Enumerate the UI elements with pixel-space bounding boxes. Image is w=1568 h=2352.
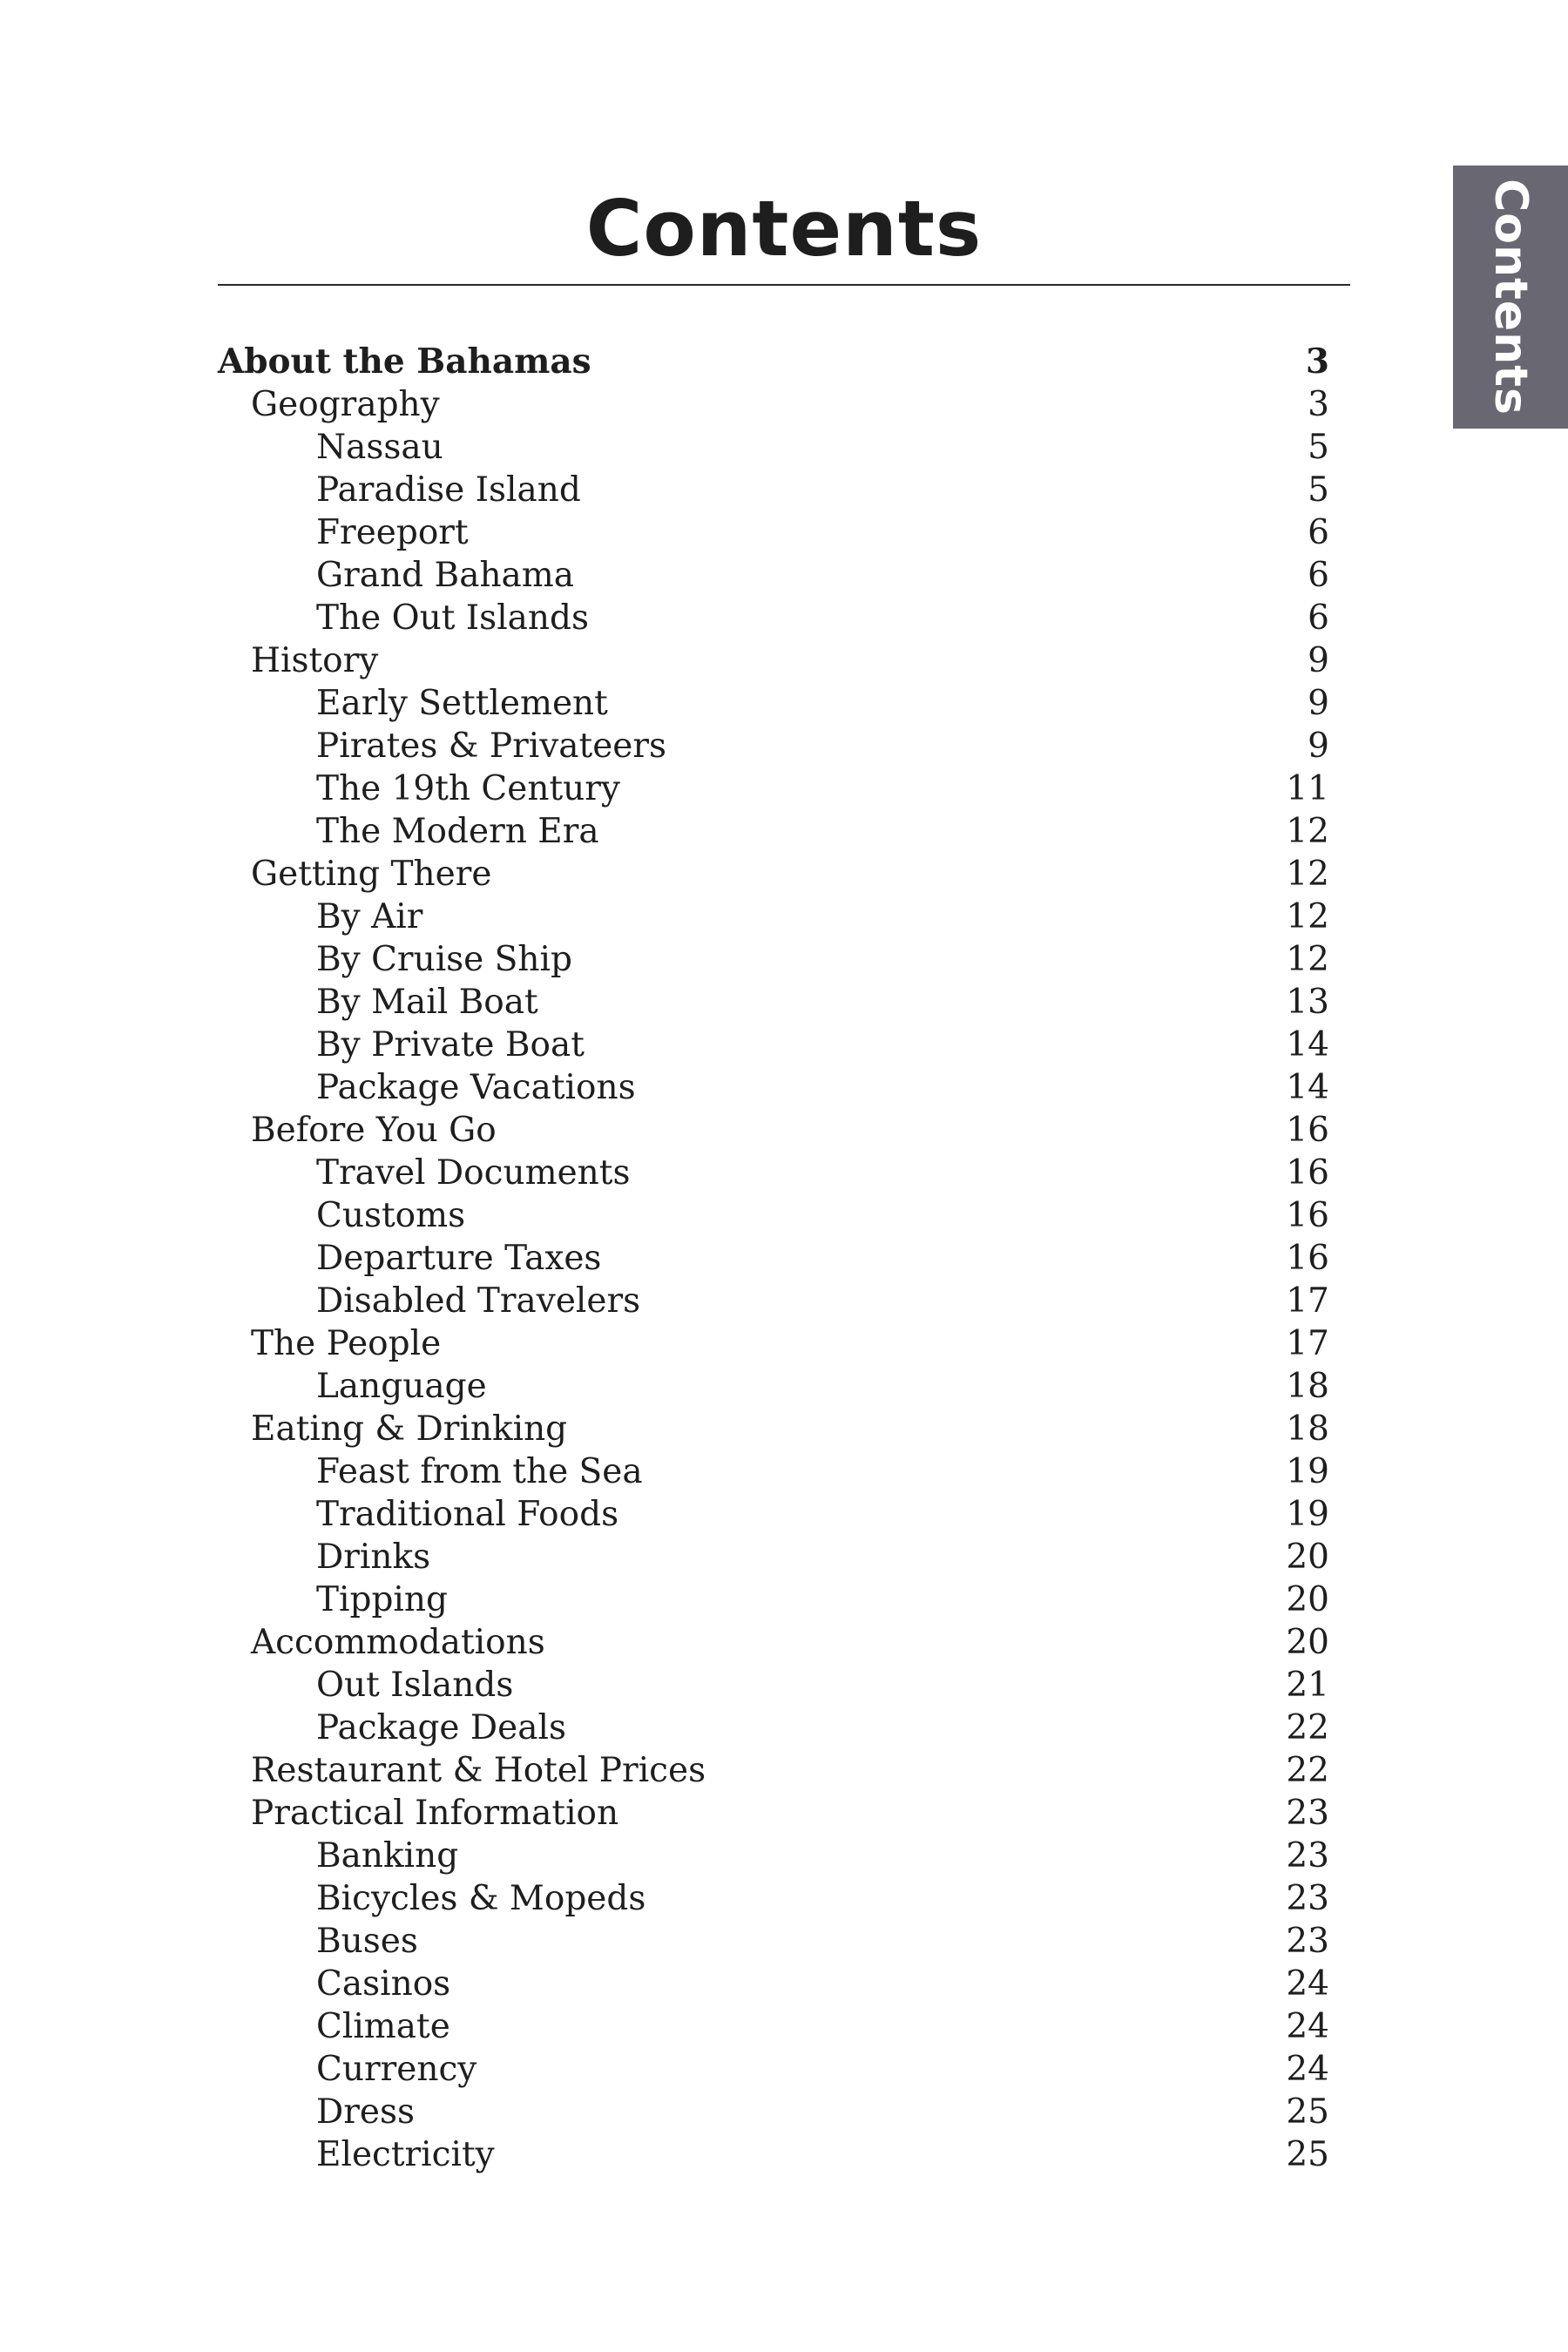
toc-entry [218, 2005, 1329, 2048]
toc-entry [218, 1578, 1329, 1621]
toc-entry-page-number: 23 [1286, 1836, 1329, 1876]
toc-entry-page-number: 21 [1286, 1666, 1329, 1705]
toc-entry-title: By Cruise Ship [316, 940, 572, 979]
toc-entry [218, 810, 1329, 853]
toc-entry-page-number: 24 [1286, 1964, 1329, 2004]
toc-entry [218, 1450, 1329, 1493]
toc-entry [218, 1707, 1329, 1749]
toc-entry [218, 767, 1329, 810]
toc-entry-page-number: 16 [1286, 1153, 1329, 1193]
toc-entry [218, 426, 1329, 469]
toc-entry [218, 597, 1329, 639]
toc-entry-page-number: 16 [1286, 1239, 1329, 1278]
toc-entry-title: Accommodations [251, 1623, 545, 1662]
toc-entry-page-number: 5 [1308, 470, 1329, 510]
toc-entry-title: Nassau [316, 428, 443, 467]
toc-entry [218, 1536, 1329, 1578]
toc-entry [218, 383, 1329, 426]
toc-entry-title: Grand Bahama [316, 556, 575, 595]
toc-entry-title: Before You Go [251, 1111, 497, 1150]
toc-entry-page-number: 19 [1286, 1495, 1329, 1534]
toc-entry [218, 1920, 1329, 1963]
toc-entry-title: Out Islands [316, 1666, 514, 1705]
toc-entry-title: Casinos [316, 1964, 451, 2004]
toc-entry-title: Departure Taxes [316, 1239, 602, 1278]
toc-entry [218, 1963, 1329, 2005]
toc-entry-page-number: 6 [1308, 598, 1329, 638]
toc-entry-title: Customs [316, 1196, 466, 1235]
toc-entry-title: Early Settlement [316, 684, 608, 723]
toc-entry-page-number: 22 [1286, 1708, 1329, 1747]
toc-entry-page-number: 23 [1286, 1922, 1329, 1961]
toc-entry-page-number: 18 [1286, 1409, 1329, 1449]
title-divider [218, 284, 1350, 286]
toc-entry [218, 469, 1329, 511]
toc-entry-page-number: 5 [1308, 428, 1329, 467]
toc-entry-page-number: 9 [1308, 727, 1329, 766]
toc-entry [218, 1066, 1329, 1109]
toc-entry-page-number: 17 [1286, 1324, 1329, 1363]
toc-entry [218, 2048, 1329, 2091]
toc-entry-page-number: 9 [1308, 684, 1329, 723]
toc-entry-title: Getting There [251, 855, 492, 894]
toc-entry-title: History [251, 641, 379, 680]
toc-entry-title: Eating & Drinking [251, 1409, 568, 1449]
toc-entry [218, 511, 1329, 554]
toc-entry-title: Electricity [316, 2135, 495, 2174]
toc-entry-page-number: 19 [1286, 1452, 1329, 1491]
toc-entry-title: Package Vacations [316, 1068, 636, 1107]
toc-entry-page-number: 16 [1286, 1111, 1329, 1150]
toc-entry-page-number: 20 [1286, 1580, 1329, 1619]
toc-entry-title: The 19th Century [316, 769, 620, 808]
toc-entry [218, 1365, 1329, 1408]
toc-entry-page-number: 23 [1286, 1794, 1329, 1833]
toc-entry-page-number: 12 [1286, 812, 1329, 851]
toc-entry [218, 2091, 1329, 2133]
toc-entry [218, 853, 1329, 896]
toc-entry [218, 1024, 1329, 1066]
toc-entry [218, 1835, 1329, 1877]
toc-entry-title: The Out Islands [316, 598, 590, 638]
toc-entry [218, 1194, 1329, 1237]
toc-entry-page-number: 12 [1286, 940, 1329, 979]
toc-entry-page-number: 9 [1308, 641, 1329, 680]
toc-entry [218, 554, 1329, 597]
toc-entry-page-number: 25 [1286, 2092, 1329, 2132]
toc-entry-title: Language [316, 1367, 487, 1406]
toc-entry-title: Pirates & Privateers [316, 727, 667, 766]
toc-entry-title: About the Bahamas [218, 341, 591, 382]
toc-entry-page-number: 6 [1308, 513, 1329, 552]
toc-entry [218, 1152, 1329, 1194]
toc-entry-title: The People [251, 1324, 442, 1363]
toc-entry-title: Currency [316, 2050, 477, 2089]
toc-entry-title: Tipping [316, 1580, 448, 1619]
toc-entry-page-number: 18 [1286, 1367, 1329, 1406]
toc-entry [218, 1237, 1329, 1280]
toc-entry-title: By Private Boat [316, 1025, 585, 1064]
table-of-contents [218, 341, 1329, 2176]
toc-entry-page-number: 24 [1286, 2050, 1329, 2089]
toc-entry [218, 1664, 1329, 1707]
toc-entry [218, 938, 1329, 981]
toc-entry-page-number: 25 [1286, 2135, 1329, 2174]
toc-entry-page-number: 22 [1286, 1751, 1329, 1790]
toc-entry-title: Freeport [316, 513, 469, 552]
toc-entry [218, 896, 1329, 938]
toc-entry [218, 341, 1329, 383]
toc-entry-title: Dress [316, 2092, 416, 2132]
toc-entry [218, 639, 1329, 682]
toc-entry [218, 1877, 1329, 1920]
toc-entry-title: Buses [316, 1922, 418, 1961]
toc-entry-title: Travel Documents [316, 1153, 631, 1193]
toc-entry [218, 1109, 1329, 1152]
toc-entry-title: Feast from the Sea [316, 1452, 643, 1491]
side-tab-label: Contents [1484, 179, 1537, 416]
toc-entry-title: Traditional Foods [316, 1495, 619, 1534]
toc-entry-page-number: 20 [1286, 1538, 1329, 1577]
toc-entry-page-number: 12 [1286, 897, 1329, 936]
toc-entry-title: Package Deals [316, 1708, 566, 1747]
toc-entry-page-number: 24 [1286, 2007, 1329, 2046]
toc-entry-title: Disabled Travelers [316, 1281, 641, 1321]
toc-entry-page-number: 14 [1286, 1068, 1329, 1107]
toc-entry-title: The Modern Era [316, 812, 599, 851]
toc-entry [218, 682, 1329, 725]
toc-entry-page-number: 6 [1308, 556, 1329, 595]
toc-entry [218, 2133, 1329, 2176]
toc-entry-page-number: 14 [1286, 1025, 1329, 1064]
toc-entry [218, 1408, 1329, 1450]
toc-entry [218, 725, 1329, 767]
toc-entry [218, 1792, 1329, 1835]
side-tab [1453, 166, 1568, 429]
toc-entry-page-number: 13 [1286, 983, 1329, 1022]
toc-entry [218, 1322, 1329, 1365]
toc-entry-title: Restaurant & Hotel Prices [251, 1751, 706, 1790]
toc-entry-title: Paradise Island [316, 470, 581, 510]
toc-entry [218, 981, 1329, 1024]
toc-entry-title: Drinks [316, 1538, 431, 1577]
toc-entry-page-number: 20 [1286, 1623, 1329, 1662]
toc-entry-title: Bicycles & Mopeds [316, 1879, 646, 1918]
toc-entry-title: Practical Information [251, 1794, 619, 1833]
toc-entry [218, 1493, 1329, 1536]
page-title: Contents [585, 184, 983, 274]
toc-entry-title: Banking [316, 1836, 459, 1876]
toc-entry-page-number: 12 [1286, 855, 1329, 894]
toc-entry-title: By Mail Boat [316, 983, 538, 1022]
toc-entry-title: Geography [251, 385, 440, 424]
toc-entry [218, 1621, 1329, 1664]
toc-entry-page-number: 3 [1308, 385, 1329, 424]
toc-entry-page-number: 11 [1286, 769, 1329, 808]
toc-entry-page-number: 16 [1286, 1196, 1329, 1235]
toc-entry [218, 1280, 1329, 1322]
toc-entry-page-number: 17 [1286, 1281, 1329, 1321]
toc-entry [218, 1749, 1329, 1792]
toc-entry-page-number: 23 [1286, 1879, 1329, 1918]
toc-entry-title: By Air [316, 897, 423, 936]
toc-entry-title: Climate [316, 2007, 450, 2046]
toc-entry-page-number: 3 [1305, 341, 1329, 382]
